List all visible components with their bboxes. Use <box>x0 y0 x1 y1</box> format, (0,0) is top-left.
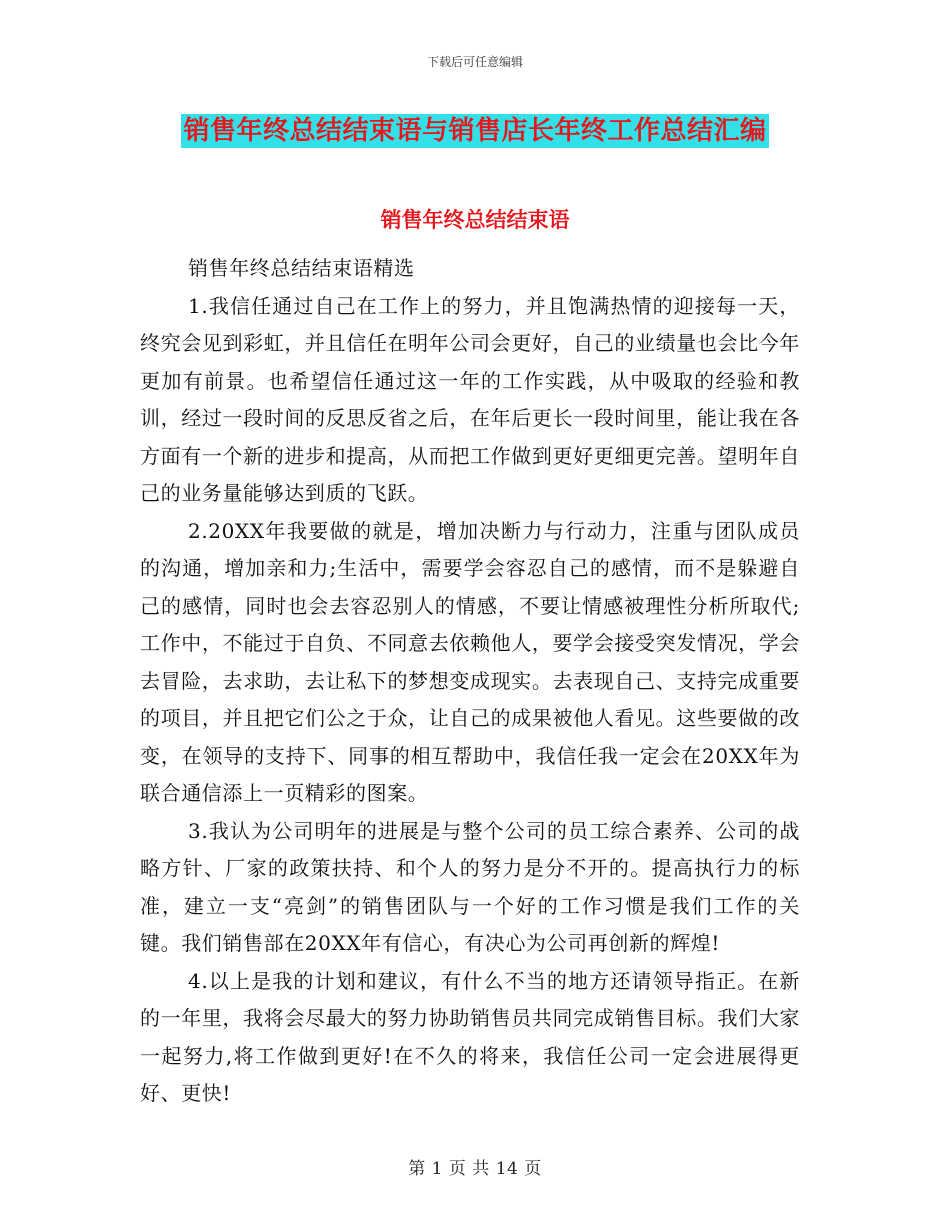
document-title <box>0 110 950 147</box>
document-title-text: 销售年终总结结束语与销售店长年终工作总结汇编 <box>183 116 767 146</box>
body-text <box>140 250 800 1113</box>
paragraph: 销售年终总结结束语精选 <box>188 256 415 280</box>
paragraph: 1.我信任通过自己在工作上的努力，并且饱满热情的迎接每一天，终究会见到彩虹，并且信任在明年公司会更好，自己的业绩量也会比今年更加有前景。也希望信任通过这一年的工作实践，从中吸取的经验和教训，经过一段时间的反思反省之后，在年后更长一段时间里，能让我在各方面有一个新的进步和提高，从而把工作做到更好更细更完善。望明年自己的业务量能够达到质的飞跃。 <box>140 293 800 505</box>
paragraph: 3.我认为公司明年的进展是与整个公司的员工综合素养、公司的战略方针、厂家的政策扶持、和个人的努力是分不开的。提高执行力的标准，建立一支“亮剑”的销售团队与一个好的工作习惯是我们工作的关键。我们销售部在20XX年有信心，有决心为公司再创新的辉煌! <box>140 818 800 955</box>
page-footer: 第 1 页 共 14 页 <box>408 1159 542 1179</box>
paragraph: 2.20XX年我要做的就是，增加决断力与行动力，注重与团队成员的沟通，增加亲和力;生活中，需要学会容忍自己的感情，而不是躲避自己的感情，同时也会去容忍别人的情感，不要让情感被理性分析所取代;工作中，不能过于自负、不同意去依赖他人，要学会接受突发情况，学会去冒险，去求助，去让私下的梦想变成现实。去表现自己、支持完成重要的项目，并且把它们公之于众，让自己的成果被他人看见。这些要做的改变，在领导的支持下、同事的相互帮助中，我信任我一定会在20XX年为联合通信添上一页精彩的图案。 <box>140 518 800 805</box>
header-note: 下载后可任意编辑 <box>426 55 523 69</box>
paragraph: 4.以上是我的计划和建议，有什么不当的地方还请领导指正。在新的一年里，我将会尽最大的努力协助销售员共同完成销售目标。我们大家一起努力,将工作做到更好!在不久的将来，我信任公司一定会进展得更好、更快! <box>140 968 800 1105</box>
section-title: 销售年终总结结束语 <box>380 208 570 232</box>
